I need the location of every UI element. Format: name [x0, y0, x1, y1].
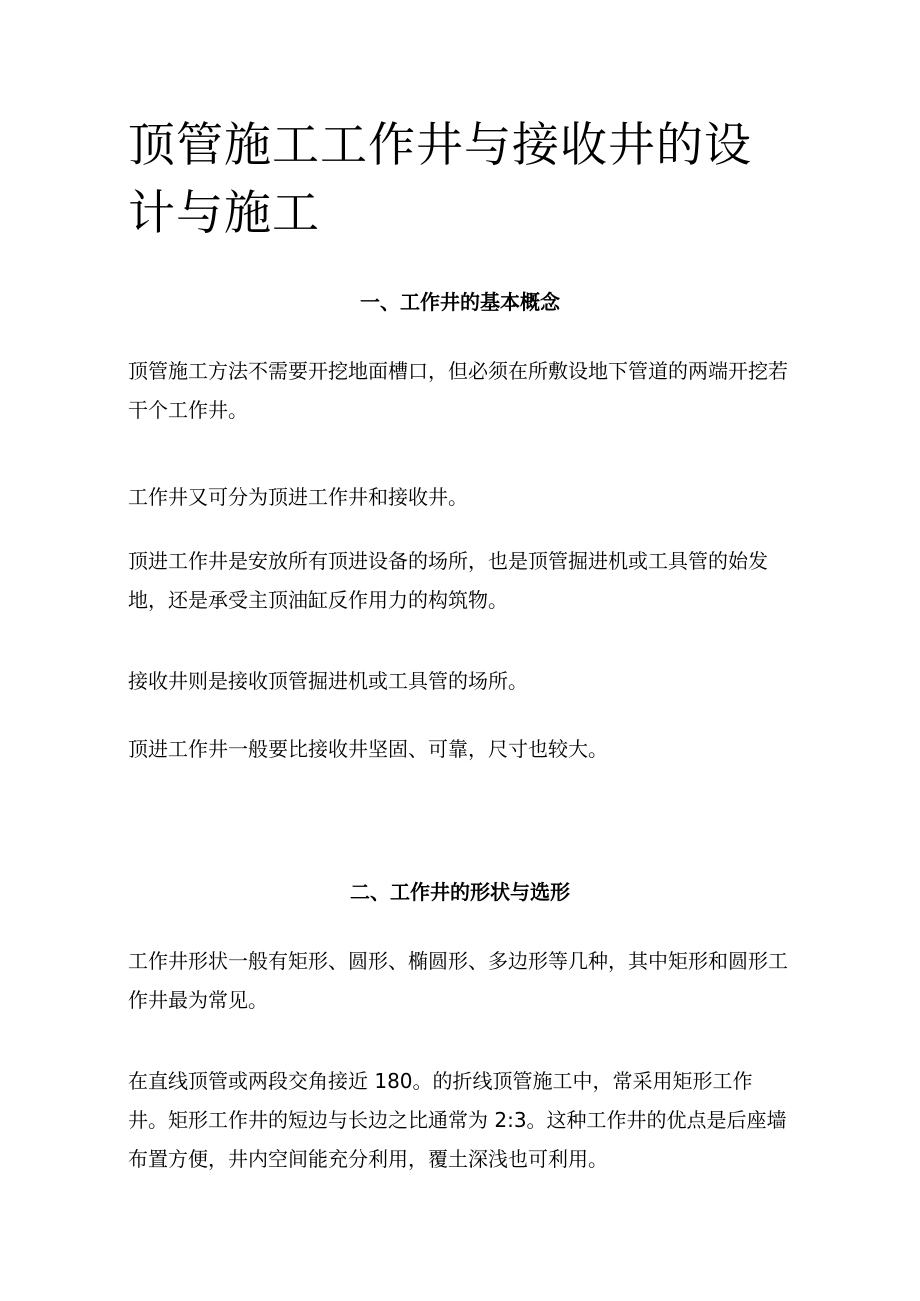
section-1-paragraph-3: 顶进工作井是安放所有顶进设备的场所，也是顶管掘进机或工具管的始发地，还是承受主顶油缸反作用力的构筑物。 [128, 549, 768, 612]
section-heading-1: 一、工作井的基本概念 [360, 290, 560, 314]
section-2-paragraph-2: 在直线顶管或两段交角接近 180。的折线顶管施工中，常采用矩形工作井。矩形工作井的短边与长边之比通常为 2:3。这种工作井的优点是后座墙布置方便，井内空间能充分利用，覆土深浅也可利用。 [128, 1069, 787, 1171]
section-1-paragraph-4: 接收井则是接收顶管掘进机或工具管的场所。 [128, 669, 528, 693]
section-2-paragraph-1: 工作井形状一般有矩形、圆形、椭圆形、多边形等几种，其中矩形和圆形工作井最为常见。 [128, 949, 788, 1012]
section-1-paragraph-5: 顶进工作井一般要比接收井坚固、可靠，尺寸也较大。 [128, 737, 608, 761]
section-heading-2: 二、工作井的形状与选形 [350, 880, 570, 904]
section-1-paragraph-1: 顶管施工方法不需要开挖地面槽口，但必须在所敷设地下管道的两端开挖若干个工作井。 [128, 359, 788, 422]
section-1-paragraph-2: 工作井又可分为顶进工作井和接收井。 [128, 485, 468, 509]
document-title: 顶管施工工作井与接收井的设计与施工 [128, 118, 752, 241]
